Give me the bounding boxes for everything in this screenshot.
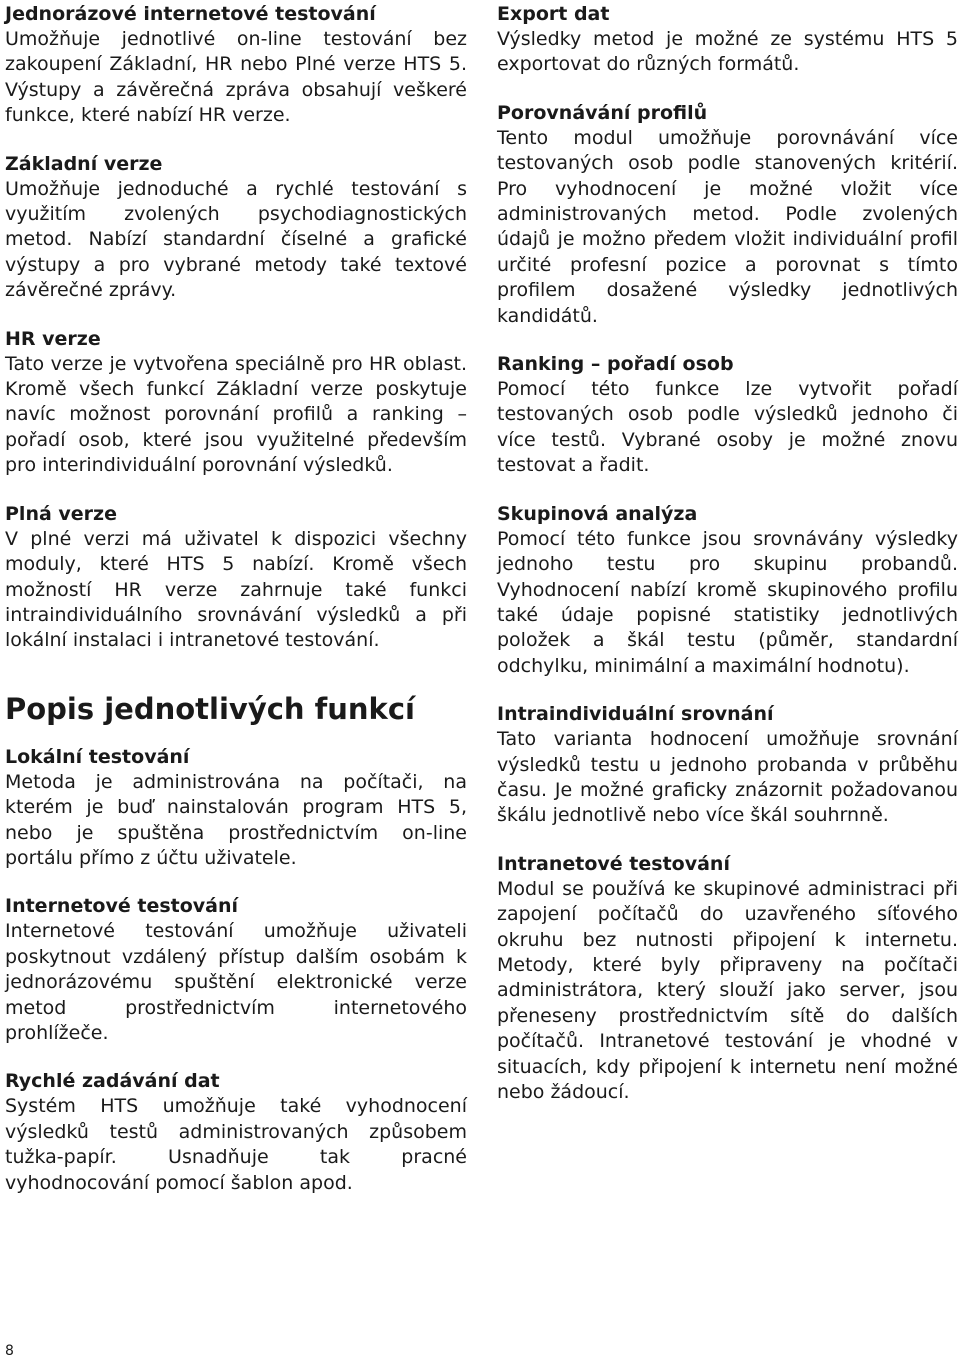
main-heading: Popis jednotlivých funkcí <box>5 691 415 726</box>
section-heading: Rychlé zadávání dat <box>5 1070 220 1093</box>
section-zakladni-verze <box>5 152 467 304</box>
section-jednorazove-testovani <box>5 2 467 129</box>
section-body: V plné verzi má uživatel k dispozici všechny moduly, které HTS 5 nabízí. Kromě všech možností HR verze zahrnuje také funkci intraindividuálního srovnávání výsledků a při lokální instalaci i intranetové testování. <box>5 527 467 652</box>
section-heading: Základní verze <box>5 152 163 175</box>
section-body: Umožňuje jednoduché a rychlé testování s využitím zvolených psychodiagnostických metod. Nabízí standardní číselné a grafické výstupy a pro vybrané metody také textové závěrečné zprávy. <box>5 177 467 302</box>
section-heading: Ranking – pořadí osob <box>497 353 734 376</box>
section-rychle-zadavani-dat <box>5 1069 467 1196</box>
section-body: Výsledky metod je možné ze systému HTS 5 exportovat do různých formátů. <box>497 28 958 76</box>
section-export-dat <box>497 2 958 78</box>
section-body: Pomocí této funkce jsou srovnávány výsledky jednoho testu pro skupinu probandů. Vyhodnocení nabízí kromě skupinového profilu také údaje popisné statistiky jednotlivých položek a škál testu (půměr, standardní odchylku, minimální a maximální hodnotu). <box>497 527 958 677</box>
section-body: Metoda je administrována na počítači, na kterém je buď nainstalován program HTS 5, nebo je spuštěna prostřednictvím on-line portálu přímo z účtu uživatele. <box>5 770 467 869</box>
section-heading: Internetové testování <box>5 895 239 918</box>
section-intranetove-testovani <box>497 852 958 1106</box>
section-lokalni-testovani <box>5 745 467 872</box>
section-heading: Porovnávání profilů <box>497 101 708 124</box>
section-heading: Plná verze <box>5 502 117 525</box>
section-body: Systém HTS umožňuje také vyhodnocení výsledků testů administrovaných způsobem tužka-papír. Usnadňuje tak pracné vyhodnocování pomocí šablon apod. <box>5 1095 467 1194</box>
left-column <box>5 2 467 1219</box>
section-body: Tento modul umožňuje porovnávání více testovaných osob podle stanovených kritérií. Pro vyhodnocení je možné vložit více administrovaných metod. Podle zvolených údajů je možno předem vložit individuální profil určité profesní pozice a porovnat s tímto profilem dosažené výsledky jednotlivých kandidátů. <box>497 126 958 327</box>
section-body: Pomocí této funkce lze vytvořit pořadí testovaných osob podle výsledků jednoho či více testů. Vybrané osoby je možné znovu testovat a řadit. <box>497 378 958 477</box>
right-column <box>497 2 958 1128</box>
section-heading: HR verze <box>5 327 101 350</box>
section-skupinova-analyza <box>497 502 958 679</box>
section-heading: Export dat <box>497 3 610 25</box>
section-heading: Intraindividuální srovnání <box>497 703 774 726</box>
section-body: Umožňuje jednotlivé on-line testování bez zakoupení Základní, HR nebo Plné verze HTS 5. Výstupy a závěrečná zpráva obsahují veškeré funkce, které nabízí HR verze. <box>5 28 467 127</box>
section-intraindividualni-srovnani <box>497 702 958 829</box>
section-body: Tato varianta hodnocení umožňuje srovnání výsledků testu u jednoho probanda v průběhu času. Je možné graficky znázornit požadovanou škálu jednotlivě nebo více škál souhrnně. <box>497 728 958 827</box>
section-body: Internetové testování umožňuje uživateli poskytnout vzdálený přístup dalším osobám k jednorázovému spuštění elektronické verze metod prostřednictvím internetového prohlížeče. <box>5 920 467 1044</box>
section-ranking <box>497 352 958 479</box>
section-heading: Jednorázové internetové testování <box>5 3 376 25</box>
section-porovnavani-profilu <box>497 101 958 329</box>
section-heading: Skupinová analýza <box>497 502 698 525</box>
section-hr-verze <box>5 327 467 479</box>
section-body: Modul se používá ke skupinové administraci při zapojení počítačů do uzavřeného síťového okruhu bez nutnosti připojení k internetu. Metody, které byly připraveny na počítači administrátora, který slouží jako server, jsou přeneseny prostřednictvím sítě do dalších počítačů. Intranetové testování je vhodné v situacích, kdy připojení k internetu není možné nebo žádoucí. <box>497 877 958 1103</box>
section-plna-verze <box>5 502 467 654</box>
section-internetove-testovani <box>5 894 467 1046</box>
section-body: Tato verze je vytvořena speciálně pro HR oblast. Kromě všech funkcí Základní verze poskytuje navíc možnost porovnání profilů a ranking – pořadí osob, které jsou využitelné především pro interindividuální porovnání výsledků. <box>5 352 467 477</box>
section-heading: Lokální testování <box>5 745 190 768</box>
page-number: 8 <box>5 1343 14 1359</box>
section-heading: Intranetové testování <box>497 852 730 875</box>
